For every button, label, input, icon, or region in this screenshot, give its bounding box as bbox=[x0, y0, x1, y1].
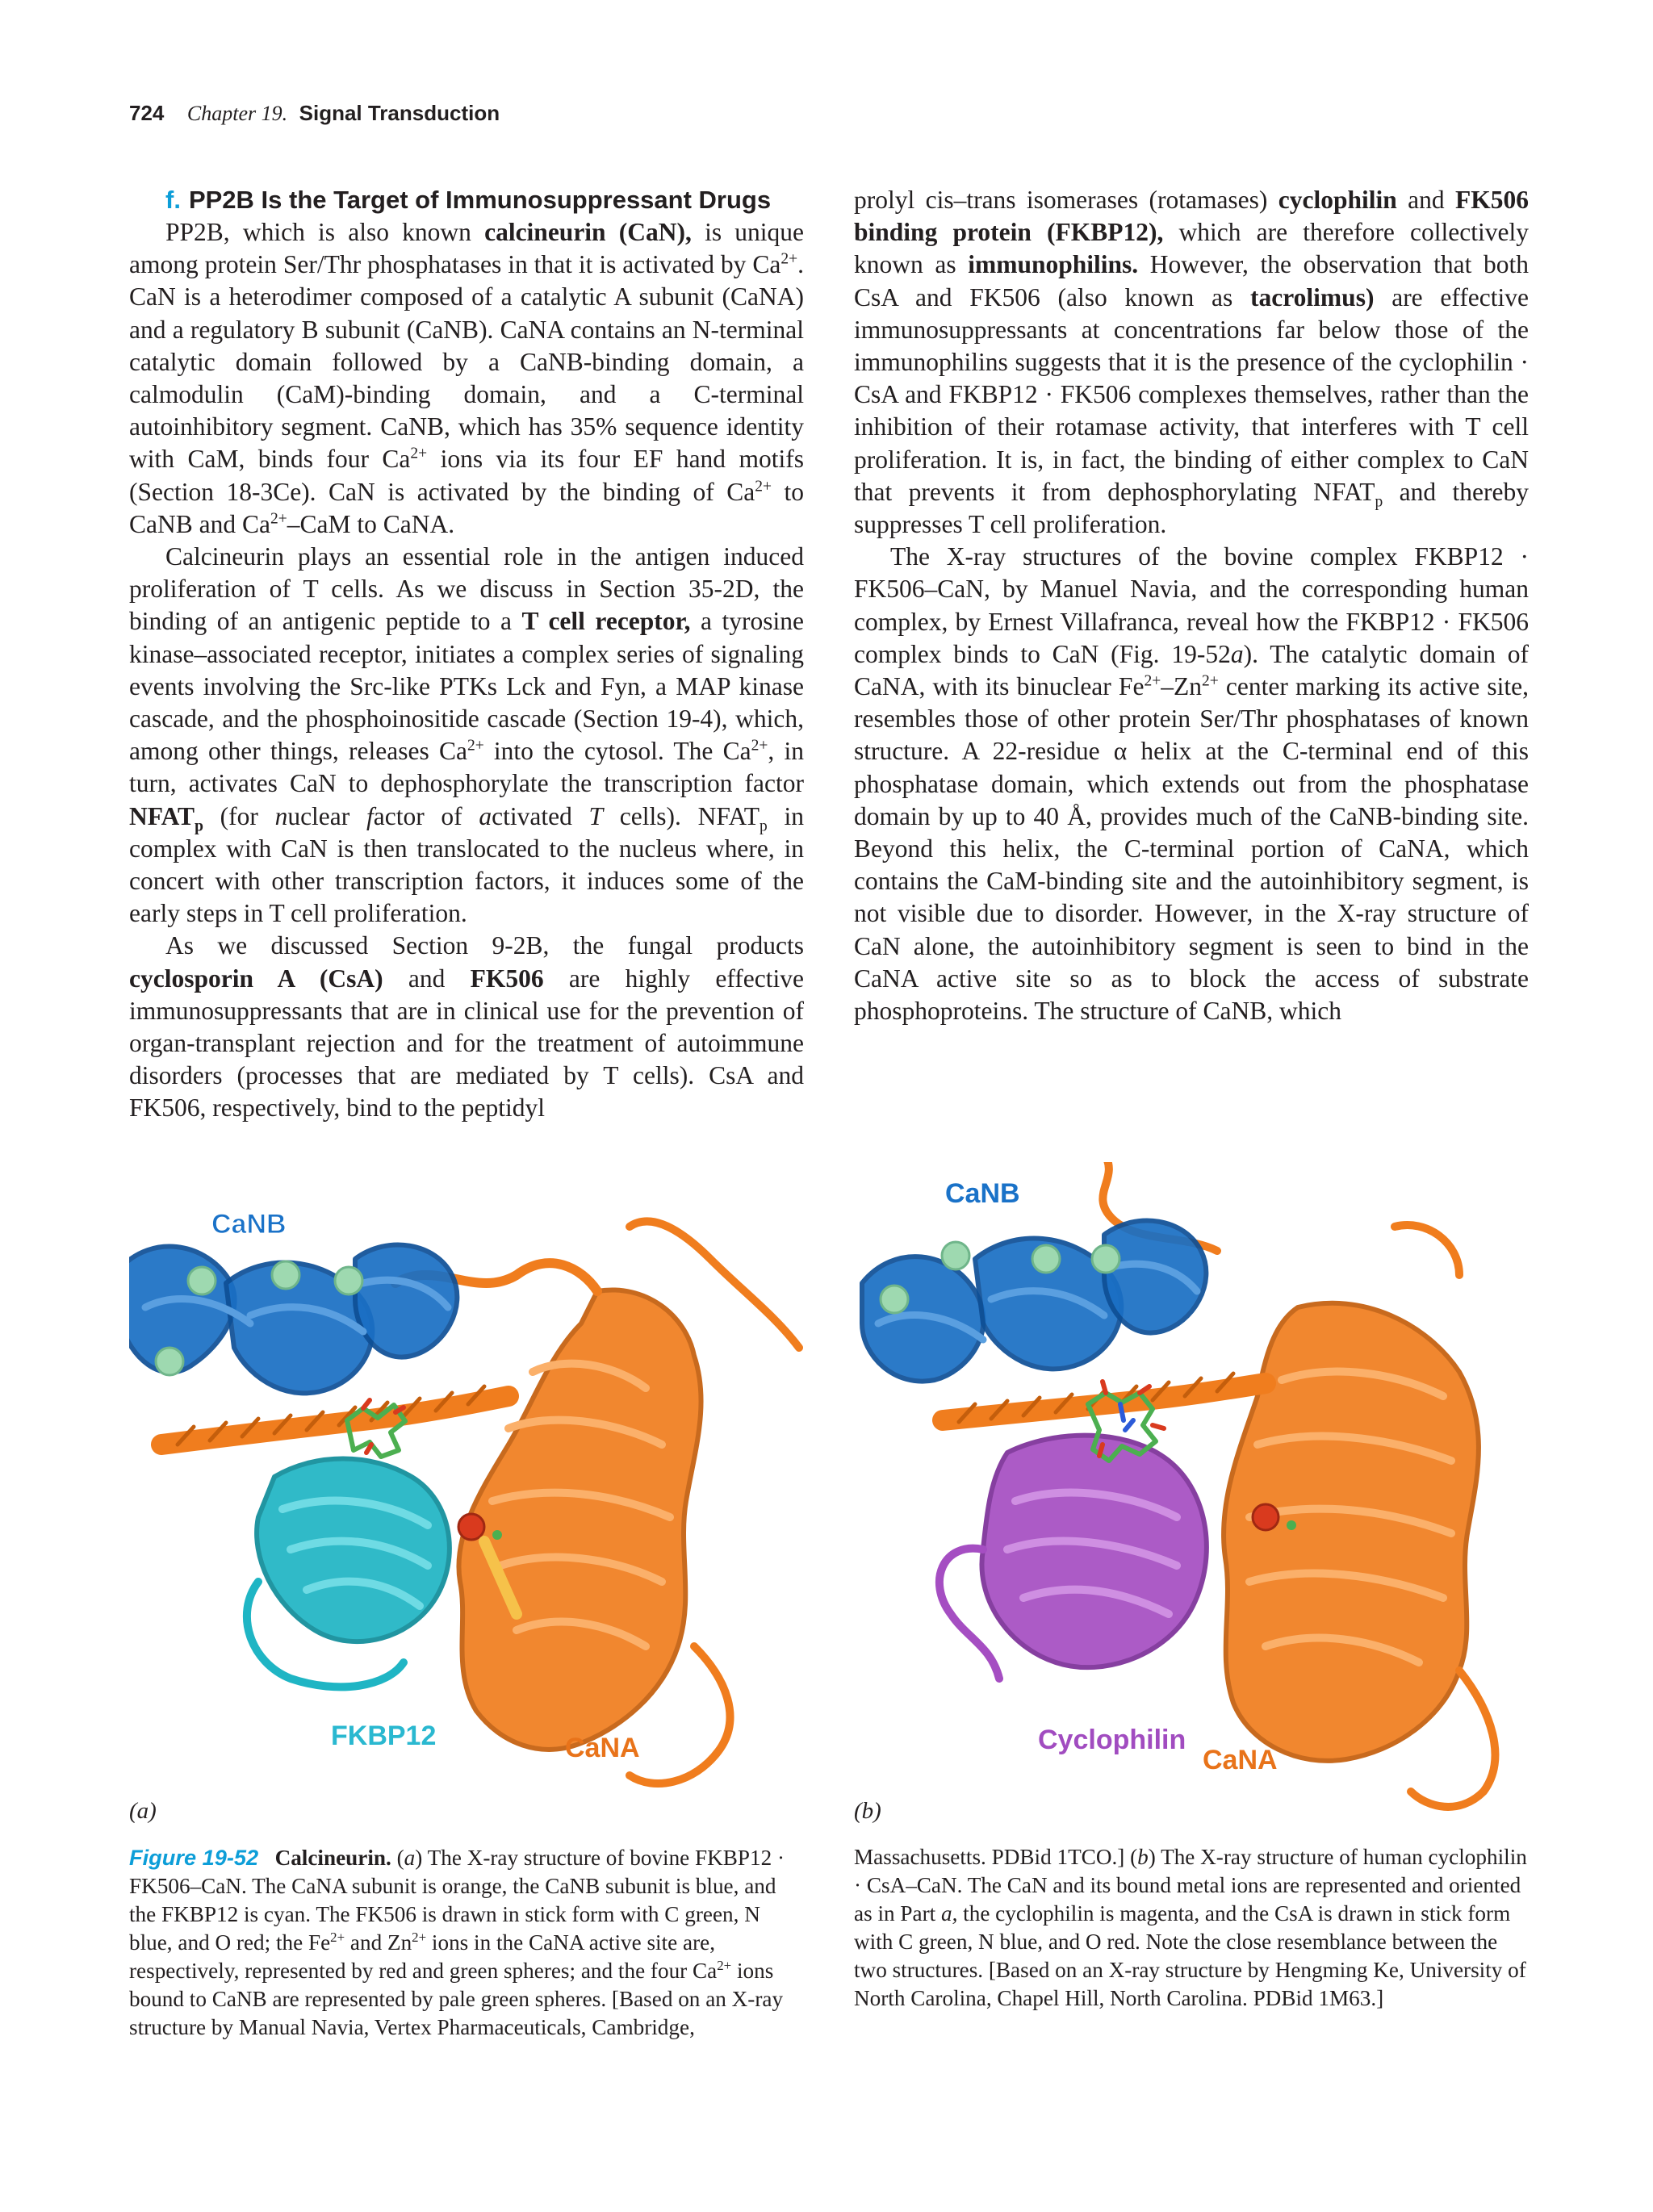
page-number: 724 bbox=[129, 101, 165, 125]
label-canb-b: CaNB bbox=[945, 1178, 1020, 1209]
label-cana-b: CaNA bbox=[1203, 1745, 1278, 1775]
label-canb-a: CaNB bbox=[211, 1209, 287, 1240]
body-paragraph: PP2B, which is also known calcineurin (CaN), is unique among protein Ser/Thr phosphatases in that it is activated by $Ca^{2+}$. CaN is a heterodimer composed of a catalytic A subunit (CaNA) and a regulatory B subunit (CaNB). CaNA contains an N-terminal catalytic domain followed by a CaNB-binding domain, a calmodulin (CaM)-binding domain, and a C-terminal autoinhibitory segment. CaNB, which has 35% sequence identity with CaM, binds four $Ca^{2+}$ ions via its four EF hand motifs (Section 18-3Ce). CaN is activated by the binding of $Ca^{2+}$ to CaNB and $Ca^{2+}$–CaM to CaNA. bbox=[129, 218, 804, 538]
label-cana-a: CaNA bbox=[565, 1733, 640, 1763]
body-paragraph: Calcineurin plays an essential role in the antigen induced proliferation of T cells. As we discuss in Section 35-2D, the binding of an antigenic peptide to a T cell receptor, a tyrosine kinase–associated receptor, initiates a complex series of signaling events involving the Src-like PTKs Lck and Fyn, a MAP kinase cascade, and the phosphoinositide cascade (Section 19-4), which, among other things, releases $Ca^{2+}$ into the cytosol. The $Ca^{2+}$, in turn, activates CaN to dephosphorylate the transcription factor $NFAT_p$ (for nuclear factor of activated T cells). $NFAT_p$ in complex with CaN is then translocated to the nucleus where, in concert with other transcription factors, it induces some of the early steps in T cell proliferation. bbox=[129, 542, 804, 928]
running-header bbox=[129, 101, 500, 126]
section-letter: f. bbox=[165, 186, 181, 214]
section-title: PP2B Is the Target of Immunosuppressant Drugs bbox=[188, 186, 772, 214]
body-paragraph: prolyl cis–trans isomerases (rotamases) cyclophilin and FK506 binding protein (FKBP12), which are therefore collectively known as immunophilins. However, the observation that both CsA and FK506 (also known as tacrolimus) are effective immunosuppressants at concentrations far below those of the immunophilins suggests that it is the presence of the cyclophilin · CsA and FKBP12 · FK506 complexes themselves, rather than the inhibition of their rotamase activity, that interferes with T cell proliferation. It is, in fact, the binding of either complex to CaN that prevents it from dephosphorylating $NFAT_p$ and thereby suppresses T cell proliferation. bbox=[854, 186, 1530, 539]
figure-title: Calcineurin. bbox=[274, 1846, 391, 1870]
panel-label-b: (b) bbox=[854, 1798, 881, 1824]
figure-caption-right: Massachusetts. PDBid 1TCO.] (b) The X-ray structure of human cyclophilin · CsA–CaN. The CaN and its bound metal ions are represented and oriented as in Part a, the cyclophilin is magenta, and the CsA is drawn in stick form with C green, N blue, and O red. Note the close resemblance between the two structures. [Based on an X-ray structure by Hengming Ke, University of North Carolina, Chapel Hill, North Carolina. PDBid 1M63.] bbox=[854, 1845, 1527, 2010]
body-paragraph: The X-ray structures of the bovine complex FKBP12 · FK506–CaN, by Manuel Navia, and the corresponding human complex, by Ernest Villafranca, reveal how the FKBP12 · FK506 complex binds to CaN (Fig. 19-52a). The catalytic domain of CaNA, with its binuclear $Fe^{2+}-Zn^{2+}$ center marking its active site, resembles those of other protein Ser/Thr phosphatases of known structure. A 22-residue α helix at the C-terminal end of this phosphatase domain, which extends out from the phosphatase domain by up to 40 Å, provides much of the CaNB-binding site. Beyond this helix, the C-terminal portion of CaNA, which contains the CaM-binding site and the autoinhibitory segment, is not visible due to disorder. However, in the X-ray structure of CaN alone, the autoinhibitory segment is seen to bind in the CaNA active site so as to block the access of substrate phosphoproteins. The structure of CaNB, which bbox=[854, 542, 1529, 1026]
right-column bbox=[854, 184, 1529, 1027]
figure-panel-a bbox=[129, 1162, 831, 1832]
cyclophilin-csa-can-structure bbox=[846, 1162, 1548, 1832]
left-column bbox=[129, 184, 804, 1125]
body-paragraph: As we discussed Section 9-2B, the fungal products cyclosporin A (CsA) and FK506 are highly effective immunosuppressants that are in clinical use for the prevention of organ-transplant rejection and for the treatment of autoimmune disorders (processes that are mediated by T cells). CsA and FK506, respectively, bind to the peptidyl bbox=[129, 931, 804, 1123]
section-label: Signal Transduction bbox=[299, 101, 500, 125]
figure-panel-b bbox=[846, 1162, 1548, 1832]
figure-number: Figure 19-52 bbox=[129, 1845, 259, 1870]
label-fkbp12: FKBP12 bbox=[331, 1721, 437, 1751]
section-heading bbox=[165, 184, 804, 216]
figure-caption-left: Figure 19-52 Calcineurin. (a) The X-ray structure of bovine FKBP12 · FK506–CaN. The CaNA subunit is orange, the CaNB subunit is blue, and the FKBP12 is cyan. The FK506 is drawn in stick form with C green, N blue, and O red; the $Fe^{2+}$ and $Zn^{2+}$ ions in the CaNA active site are, respectively, represented by red and green spheres; and the four $Ca^{2+}$ ions bound to CaNB are represented by pale green spheres. [Based on an X-ray structure by Manual Navia, Vertex Pharmaceuticals, Cambridge, bbox=[129, 1845, 785, 2039]
panel-label-a: (a) bbox=[129, 1798, 157, 1824]
fkbp12-fk506-can-structure bbox=[129, 1162, 831, 1832]
label-cyclophilin: Cyclophilin bbox=[1038, 1725, 1186, 1755]
chapter-label: Chapter 19. bbox=[186, 102, 288, 125]
